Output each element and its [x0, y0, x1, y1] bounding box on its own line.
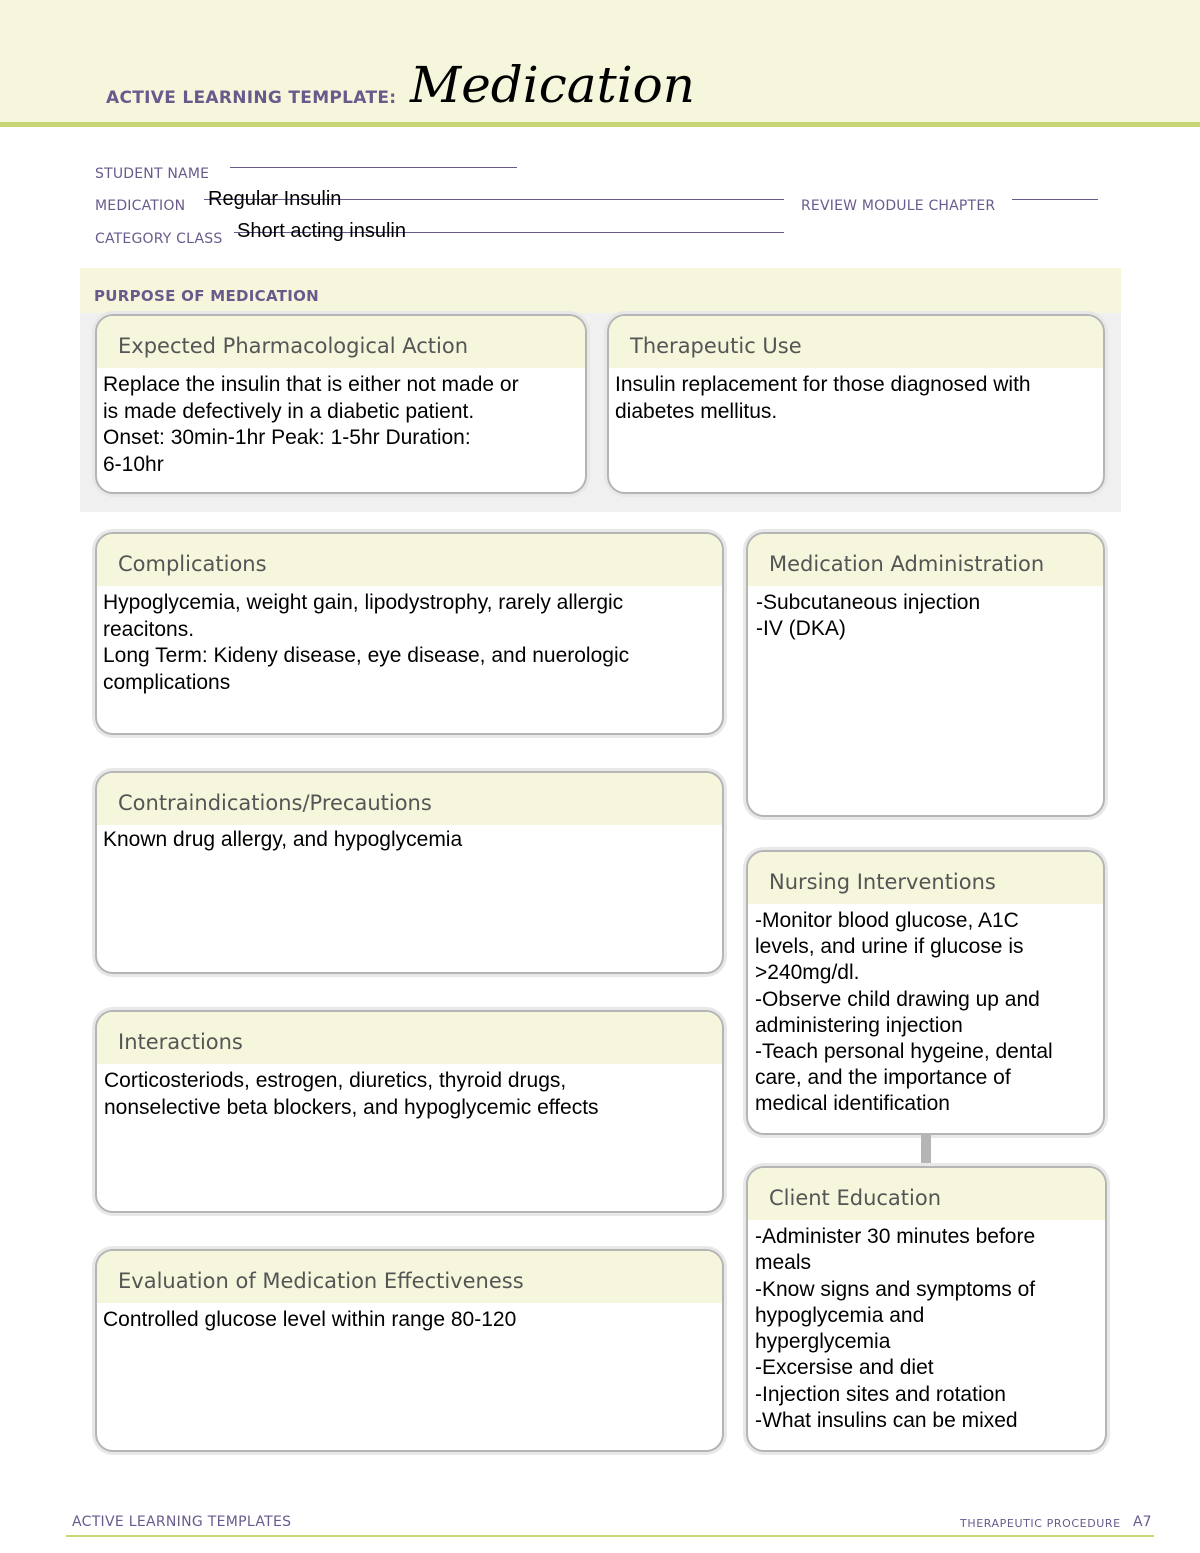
text-line: -Know signs and symptoms of	[755, 1277, 1036, 1301]
text-line: medical identification	[755, 1092, 950, 1116]
student-name-label: STUDENT NAME	[95, 166, 210, 182]
text-line: reacitons.	[103, 617, 195, 641]
footer-right: THERAPEUTIC PROCEDURE	[960, 1517, 1121, 1530]
medication-value: Regular Insulin	[208, 188, 342, 210]
client-education-heading: Client Education	[748, 1168, 1105, 1220]
client-education-card	[746, 1166, 1107, 1452]
evaluation-card	[95, 1249, 724, 1452]
student-name-field[interactable]	[230, 167, 517, 168]
contraindications-heading: Contraindications/Precautions	[97, 773, 722, 825]
text-line: -Observe child drawing up and	[755, 987, 1040, 1011]
footer-left: ACTIVE LEARNING TEMPLATES	[72, 1514, 292, 1530]
nursing-interventions-text[interactable]	[748, 904, 1103, 1118]
text-line: -IV (DKA)	[756, 617, 846, 640]
therapeutic-use-heading: Therapeutic Use	[609, 316, 1103, 368]
text-line: levels, and urine if glucose is	[755, 935, 1024, 959]
therapeutic-use-card	[607, 314, 1105, 494]
text-line: -Monitor blood glucose, A1C	[755, 909, 1019, 932]
contraindications-card	[95, 771, 724, 974]
review-module-label: REVIEW MODULE CHAPTER	[801, 198, 996, 214]
text-line: -What insulins can be mixed	[755, 1409, 1018, 1433]
text-line: Onset: 30min-1hr Peak: 1-5hr Duration:	[103, 426, 471, 449]
expected-action-card	[95, 314, 587, 494]
page-number: A7	[1133, 1514, 1152, 1530]
text-line: Replace the insulin that is either not made or	[103, 373, 519, 396]
text-line: nonselective beta blockers, and hypoglycemic effects	[104, 1095, 599, 1119]
category-class-value: Short acting insulin	[237, 220, 406, 242]
therapeutic-use-text[interactable]	[609, 368, 1103, 425]
administration-heading: Medication Administration	[748, 534, 1103, 586]
interactions-card	[95, 1010, 724, 1213]
text-line: complications	[103, 670, 231, 694]
text-line: Hypoglycemia, weight gain, lipodystrophy, rarely allergic	[103, 591, 624, 614]
footer-rule	[66, 1535, 1154, 1537]
contraindications-text[interactable]	[97, 825, 722, 854]
text-line: Insulin replacement for those diagnosed with	[615, 373, 1031, 396]
text-line: -Subcutaneous injection	[756, 591, 981, 614]
category-class-label: CATEGORY CLASS	[95, 231, 223, 247]
administration-card	[746, 532, 1105, 817]
text-line: -Administer 30 minutes before	[755, 1225, 1036, 1248]
page-title: Medication	[410, 56, 695, 114]
text-line: hypoglycemia and	[755, 1303, 925, 1327]
text-line: administering injection	[755, 1013, 963, 1037]
text-line: -Teach personal hygeine, dental	[755, 1040, 1053, 1064]
text-line: Controlled glucose level within range 80-120	[103, 1308, 517, 1331]
connector-bar	[921, 1134, 931, 1166]
review-module-field[interactable]	[1012, 199, 1098, 200]
text-line: is made defectively in a diabetic patient.	[103, 399, 475, 423]
text-line: 6-10hr	[103, 452, 164, 476]
expected-action-heading: Expected Pharmacological Action	[97, 316, 585, 368]
nursing-interventions-heading: Nursing Interventions	[748, 852, 1103, 904]
text-line: >240mg/dl.	[755, 961, 860, 985]
text-line: Corticosteriods, estrogen, diuretics, thyroid drugs,	[104, 1069, 567, 1092]
medication-label: MEDICATION	[95, 198, 186, 214]
text-line: hyperglycemia	[755, 1330, 891, 1354]
interactions-text[interactable]	[97, 1064, 722, 1121]
administration-text[interactable]	[748, 586, 1103, 642]
text-line: -Injection sites and rotation	[755, 1382, 1006, 1406]
client-education-text[interactable]	[748, 1220, 1105, 1434]
text-line: Known drug allergy, and hypoglycemia	[103, 828, 463, 851]
text-line: -Excersise and diet	[755, 1356, 934, 1380]
complications-text[interactable]	[97, 586, 722, 696]
complications-heading: Complications	[97, 534, 722, 586]
header-rule	[0, 122, 1200, 127]
complications-card	[95, 532, 724, 735]
text-line: Long Term: Kideny disease, eye disease, and nuerologic	[103, 644, 630, 667]
nursing-interventions-card	[746, 850, 1105, 1135]
expected-action-text[interactable]	[97, 368, 585, 478]
text-line: care, and the importance of	[755, 1066, 1011, 1090]
template-label: ACTIVE LEARNING TEMPLATE:	[106, 88, 397, 108]
interactions-heading: Interactions	[97, 1012, 722, 1064]
purpose-label: PURPOSE OF MEDICATION	[94, 287, 320, 305]
text-line: meals	[755, 1251, 812, 1275]
evaluation-text[interactable]	[97, 1303, 722, 1334]
text-line: diabetes mellitus.	[615, 399, 778, 423]
evaluation-heading: Evaluation of Medication Effectiveness	[97, 1251, 722, 1303]
